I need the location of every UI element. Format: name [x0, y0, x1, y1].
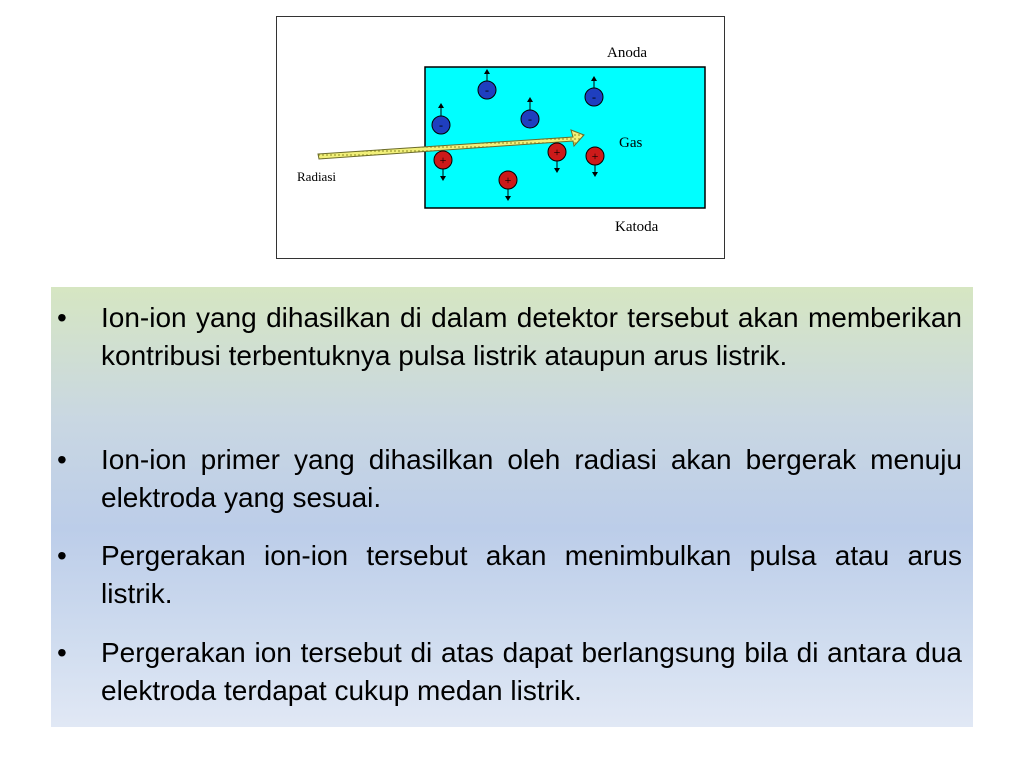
- svg-text:-: -: [439, 118, 443, 132]
- ionization-chamber-diagram: [277, 17, 724, 258]
- bullet-dot: •: [57, 302, 67, 333]
- bullet-dot: •: [57, 444, 67, 475]
- bullet-text: Pergerakan ion tersebut di atas dapat berlangsung bila di antara dua elektroda terdapat cukup medan listrik.: [101, 637, 962, 706]
- bullet-item: [51, 299, 973, 413]
- svg-text:-: -: [592, 90, 596, 104]
- ionization-chamber-figure: [276, 16, 725, 259]
- bullet-text-box: [51, 287, 973, 727]
- bullet-item: [51, 441, 973, 517]
- bullet-text: Ion-ion primer yang dihasilkan oleh radiasi akan bergerak menuju elektroda yang sesuai.: [101, 444, 962, 513]
- anode-label: Anoda: [607, 45, 647, 61]
- cathode-label: Katoda: [615, 219, 659, 235]
- svg-text:+: +: [504, 173, 512, 187]
- gas-label: Gas: [619, 135, 643, 151]
- bullet-item: [51, 634, 973, 710]
- svg-text:+: +: [439, 153, 447, 167]
- bullet-text: Pergerakan ion-ion tersebut akan menimbulkan pulsa atau arus listrik.: [101, 540, 962, 609]
- bullet-dot: •: [57, 540, 67, 571]
- svg-text:-: -: [528, 112, 532, 126]
- svg-text:+: +: [591, 149, 599, 163]
- bullet-text: Ion-ion yang dihasilkan di dalam detektor tersebut akan memberikan kontribusi terbentuknya pulsa listrik ataupun arus listrik.: [101, 302, 962, 371]
- svg-text:-: -: [485, 83, 489, 97]
- bullet-dot: •: [57, 637, 67, 668]
- svg-text:+: +: [553, 145, 561, 159]
- radiation-label: Radiasi: [297, 169, 336, 184]
- bullet-item: [51, 537, 973, 613]
